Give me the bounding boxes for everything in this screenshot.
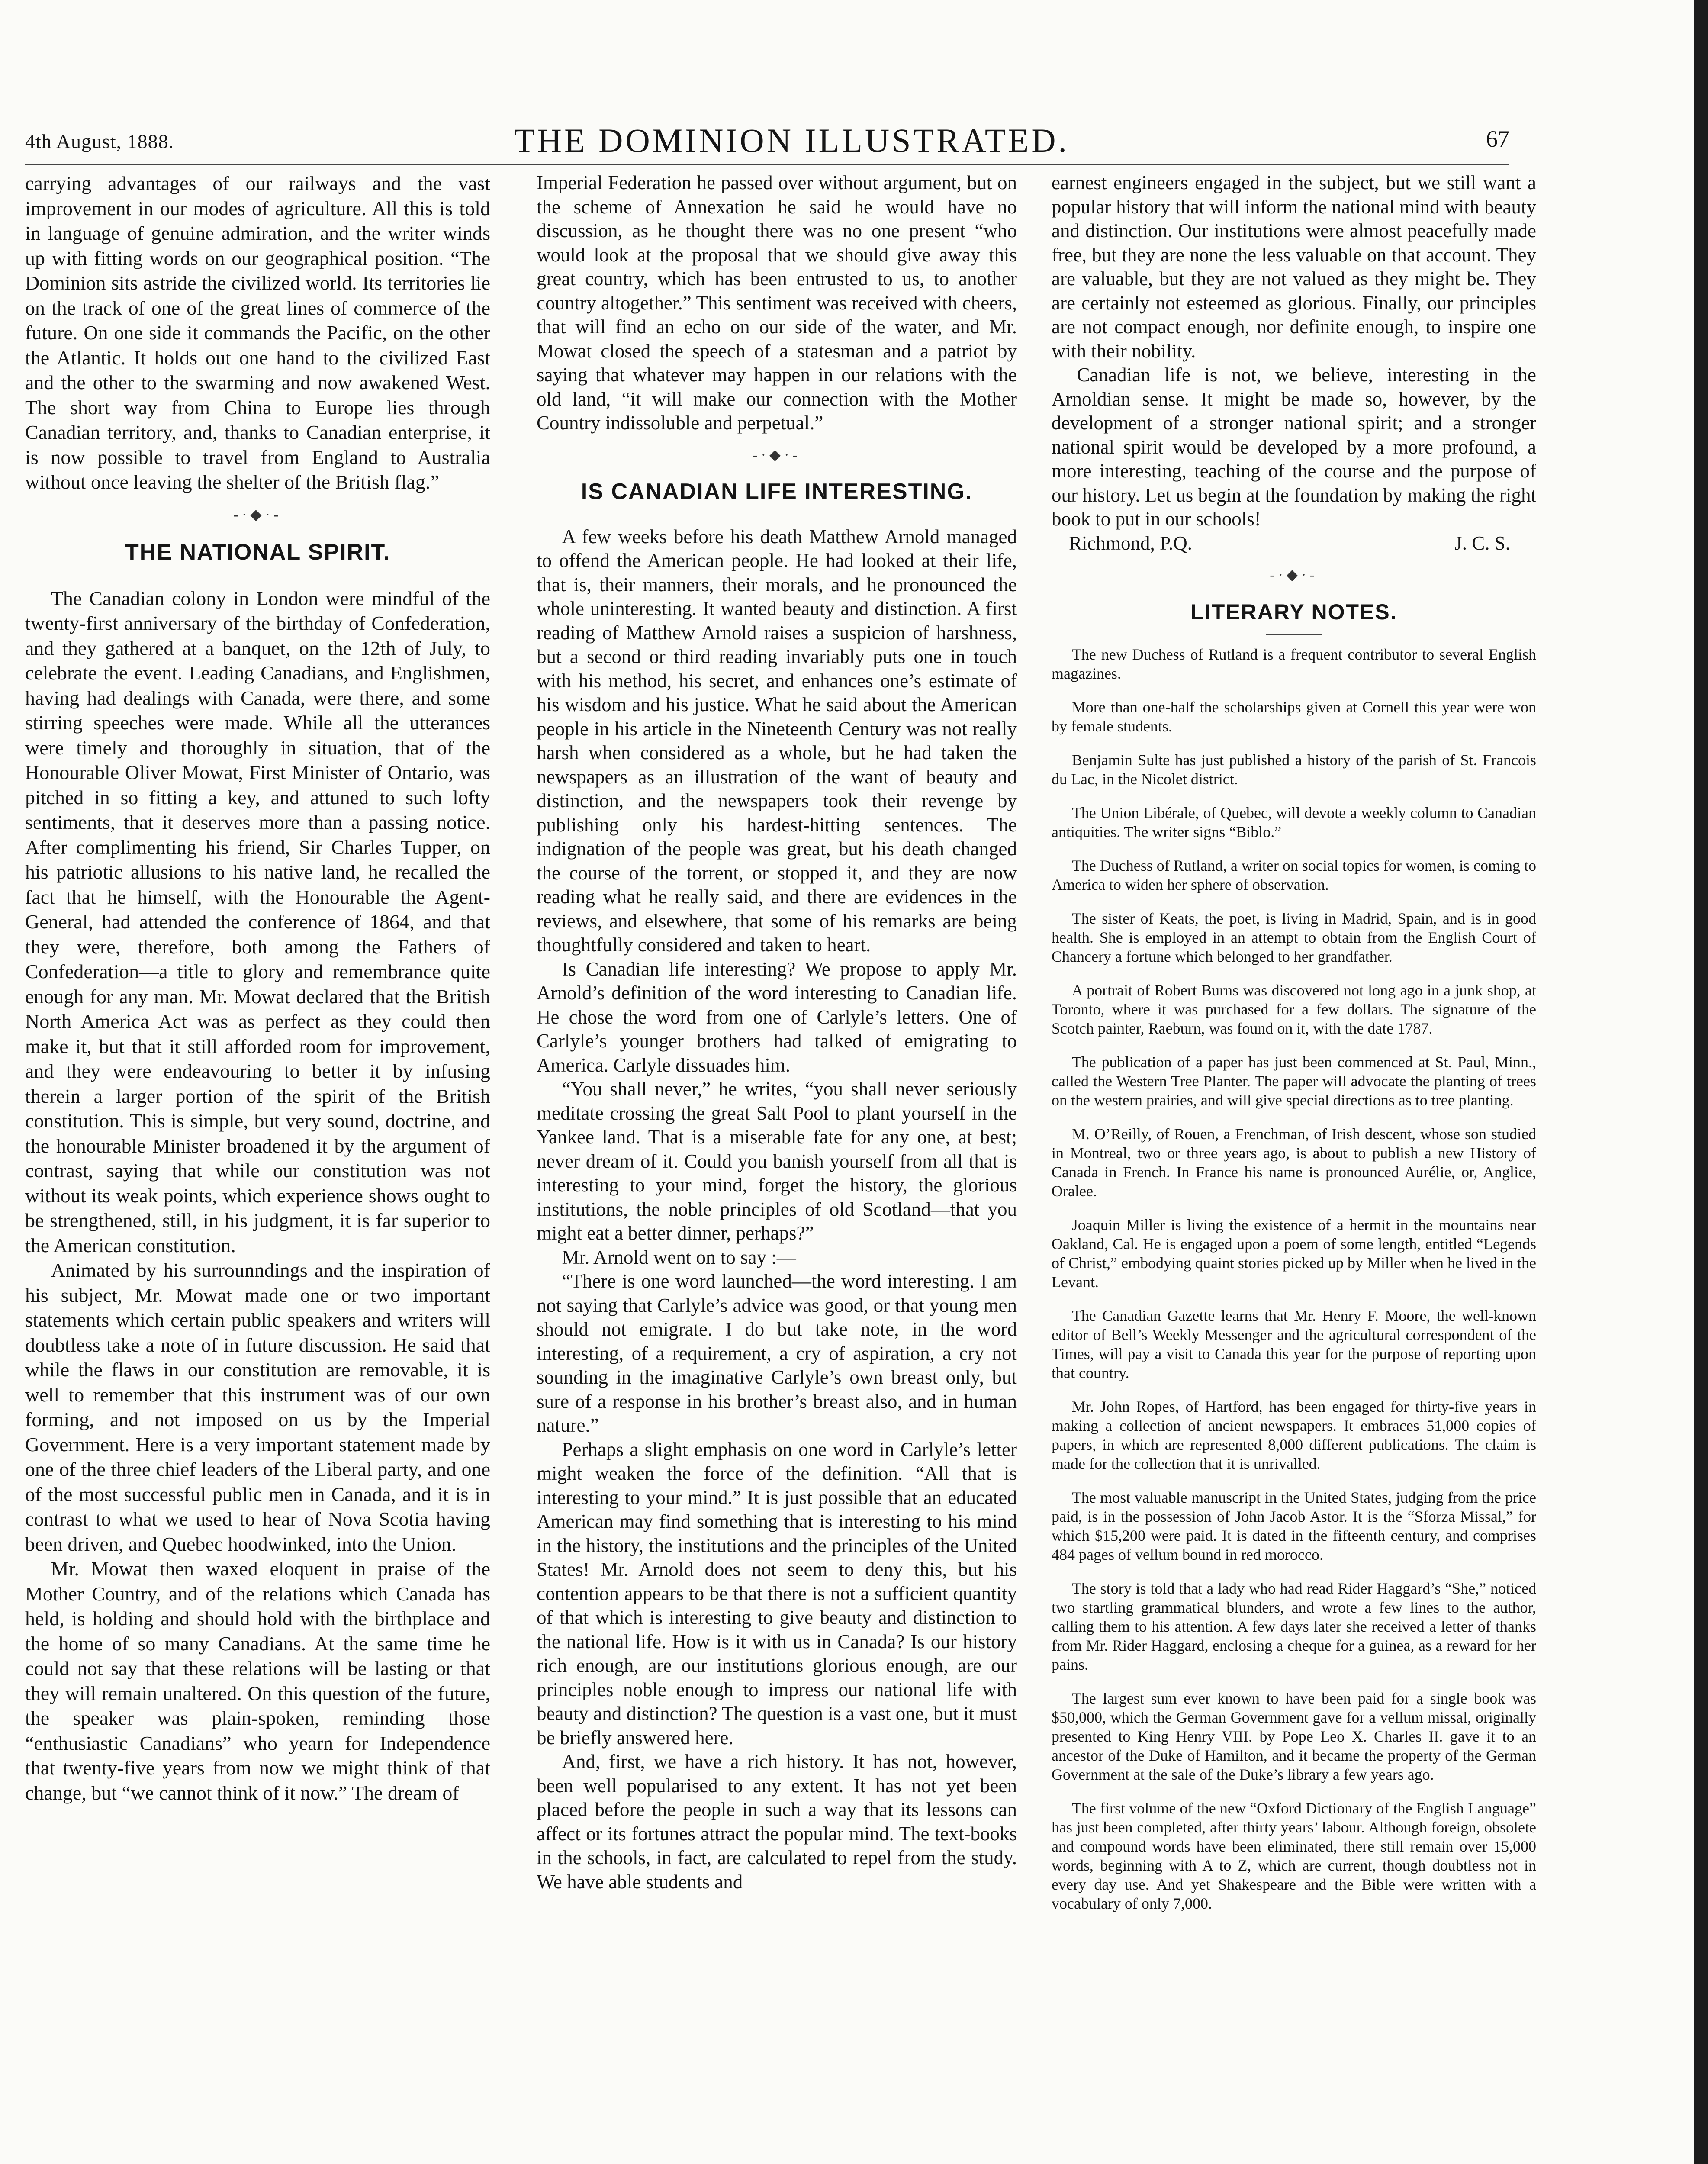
article-paragraph: “There is one word launched—the word interesting. I am not saying that Carlyle’s advice was good, or that young men should not emigrate. I do but take note, in the word interesting, of a requirement, a cry of aspiration, a cry not sounding in the imaginative Carlyle’s own breast only, but sure of a response in his brother’s breast also, and in human nature.” [537,1270,1017,1436]
page-number: 67 [1486,126,1509,152]
literary-note: The first volume of the new “Oxford Dictionary of the English Language” has just been completed, after thirty years’ labour. Although foreign, obsolete and compound words have been eliminated, there still remain over 15,000 words, beginning with A to Z, which are current, though doubtless not in every day use. And yet Shakespeare and the Bible were written with a vocabulary of only 7,000. [1052,1800,1536,1912]
literary-note: Mr. John Ropes, of Hartford, has been engaged for thirty-five years in making a collection of ancient newspapers. It embraces 51,000 copies of papers, in which are represented 8,000 different publications. The claim is made for the collection that it is unrivalled. [1052,1398,1536,1472]
signature-initials: J. C. S. [1454,532,1510,554]
literary-notes-list [1052,645,1536,1913]
column-3 [1052,171,1536,2164]
article-paragraph: A few weeks before his death Matthew Arnold managed to offend the American people. He had looked at their life, that is, their manners, their morals, and he pronounced the whole uninteresting. It wanted beauty and distinction. A first reading of Matthew Arnold raises a suspicion of harshness, but a second or third reading invariably puts one in touch with his method, his secret, and enhances one’s estimate of his wisdom and his justice. What he said about the American people in his article in the Nineteenth Century was not really harsh when considered as a whole, but he had taken the newspapers as an illustration of the want of beauty and distinction, and the newspapers took their revenge by publishing only his hardest-hitting sentences. The indignation of the people was great, but his death changed the course of the torrent, or stopped it, and they are now reading what he really said, and there are evidences in the reviews, and elsewhere, that some of his remarks are being thoughtfully considered and taken to heart. [537,525,1017,956]
article-paragraph: Mr. Arnold went on to say :— [562,1246,796,1268]
literary-note: The Canadian Gazette learns that Mr. Henry F. Moore, the well-known editor of Bell’s Weekly Messenger and the agricultural correspondent of the Times, will pay a visit to Canada this year for the purpose of reporting upon that country. [1052,1307,1536,1381]
article-paragraph: Is Canadian life interesting? We propose to apply Mr. Arnold’s definition of the word interesting to Canadian life. He chose the word from one of Carlyle’s letters. One of Carlyle’s younger brothers had talked of emigrating to America. Carlyle dissuades him. [537,958,1017,1076]
signature-place: Richmond, P.Q. [1069,532,1193,554]
section-ornament: -·◆·- [1270,567,1318,583]
scan-edge [1694,0,1708,2164]
literary-note: The publication of a paper has just been commenced at St. Paul, Minn., called the Western Tree Planter. The paper will advocate the planting of trees on the western prairies, and will give special directions as to tree planting. [1052,1053,1536,1109]
section-heading-literary-notes: LITERARY NOTES. [1190,599,1397,624]
literary-note: More than one-half the scholarships given at Cornell this year were won by female students. [1052,699,1536,735]
article-paragraph: The Canadian colony in London were mindful of the twenty-first anniversary of the birthday of Confederation, and they gathered at a banquet, on the 12th of July, to celebrate the event. Leading Canadians, and Englishmen, having had dealings with Canada, were there, and some stirring speeches were made. While all the utterances were timely and thoroughly in situation, that of the Honourable Oliver Mowat, First Minister of Ontario, was pitched in so fitting a key, and attuned to such lofty sentiments, that it deserves more than a passing notice. After complimenting his friend, Sir Charles Tupper, on his patriotic allusions to his native land, he recalled the fact that he himself, with the Honourable the Agent-General, had attended the conference of 1864, and that they were, therefore, both among the Fathers of Confederation—a title to glory and remembrance quite enough for any man. Mr. Mowat declared that the British North America Act was as perfect as they could then make it, but that it still afforded room for improvement, and they were endeavouring to better it by infusing therein a larger portion of the spirit of the British constitution. This is simple, but very sound, doctrine, and the honourable Minister broadened it by the argument of contrast, saying that while our constitution was not without its weak points, which experience shows ought to be strengthened, still, in his judgment, it is far superior to the American constitution. [25,587,490,1256]
article-paragraph: And, first, we have a rich history. It has not, however, been well popularised to any extent. It has not yet been placed before the people in such a way that its lessons can affect or its fortunes attract the popular mind. The text-books in the schools, in fact, are calculated to repel from the study. We have able students and [537,1751,1017,1893]
masthead-title: THE DOMINION ILLUSTRATED. [514,122,1070,159]
article-paragraph: Perhaps a slight emphasis on one word in Carlyle’s letter might weaken the force of the definition. “All that is interesting to your mind.” It is just possible that an educated American may find something that is interesting to his mind in the history, the institutions and the principles of the United States! Mr. Arnold does not seem to deny this, but his contention appears to be that there is not a sufficient quantity of that which is interesting to give beauty and distinction to the national life. How is it with us in Canada? Is our history rich enough, are our institutions glorious enough, are our principles noble enough to impress our national life with beauty and distinction? The question is a vast one, but it must be briefly answered here. [537,1438,1017,1749]
literary-note: The sister of Keats, the poet, is living in Madrid, Spain, and is in good health. She is employed in an attempt to obtain from the English Court of Chancery a fortune which belonged to her grandfather. [1052,910,1536,965]
col3-intro-paragraph: earnest engineers engaged in the subject, but we still want a popular history that will inform the national mind with beauty and distinction. Our institutions were almost peacefully made free, but they are none the less valuable on that account. They are valuable, but they are not valued as they might be. They are certainly not esteemed as glorious. Finally, our principles are not compact enough, nor definite enough, to inspire one with their nobility. [1052,172,1536,362]
literary-note: The new Duchess of Rutland is a frequent contributor to several English magazines. [1052,646,1536,682]
article-signature [1052,531,1536,556]
section-heading-national-spirit: THE NATIONAL SPIRIT. [125,540,390,565]
page-header [25,113,1509,160]
heading-rule [1266,634,1322,635]
literary-note: The largest sum ever known to have been paid for a single book was $50,000, which the German Government gave for a vellum missal, originally presented to King Henry VIII. by Pope Leo X. Charles II. gave it to an ancestor of the Duke of Hamilton, and it became the property of the German Government at the sale of the Duke’s library a few years ago. [1052,1690,1536,1783]
literary-note: The story is told that a lady who had read Rider Haggard’s “She,” noticed two startling grammatical blunders, and wrote a few lines to the author, calling them to his attention. A few days later she received a letter of thanks from Mr. Rider Haggard, enclosing a cheque for a guinea, as a reward for her pains. [1052,1580,1536,1673]
literary-note: A portrait of Robert Burns was discovered not long ago in a junk shop, at Toronto, where it was purchased for a few dollars. The signature of the Scotch painter, Raeburn, was found on it, with the date 1787. [1052,982,1536,1037]
column-1 [25,171,490,2164]
literary-note: Joaquin Miller is living the existence of a hermit in the mountains near Oakland, Cal. He is engaged upon a poem of some length, entitled “Legends of Christ,” embodying quaint stories picked up by Miller when he lived in the Levant. [1052,1216,1536,1291]
literary-note: Benjamin Sulte has just published a history of the parish of St. Francois du Lac, in the Nicolet district. [1052,751,1536,788]
literary-note: The Duchess of Rutland, a writer on social topics for women, is coming to America to widen her sphere of observation. [1052,857,1536,893]
article-paragraph: Animated by his surrounndings and the inspiration of his subject, Mr. Mowat made one or two important statements which certain public speakers and writers will doubtless take a note of in future discussion. He said that while the flaws in our constitution are removable, it is well to remember that this instrument was of our own forming, and not imposed on us by the Imperial Government. Here is a very important statement made by one of the three chief leaders of the Liberal party, and one of the most successful public men in Canada, and it is in contrast to what we used to hear of Nova Scotia having been driven, and Quebec hoodwinked, into the Union. [25,1259,490,1555]
article-paragraph: Mr. Mowat then waxed eloquent in praise of the Mother Country, and of the relations which Canada has held, is holding and should hold with the birthplace and the home of so many Canadians. At the same time he could not say that these relations will be lasting or that they will remain unaltered. On this question of the future, the speaker was plain-spoken, reminding those “enthusiastic Canadians” who yearn for Independence that twenty-five years from now we might think of that change, but “we cannot think of it now.” The dream of [25,1558,490,1804]
col2-intro-paragraph: Imperial Federation he passed over without argument, but on the scheme of Annexation he said he would have no discussion, as he thought there was no one present “who would look at the proposal that we should give away this great country, which has been entrusted to us, to another country altogether.” This sentiment was received with cheers, that will find an echo on our side of the water, and Mr. Mowat closed the speech of a statesman and a patriot by saying that whatever may happen in our relations with the old land, “it will make our connection with the Mother Country indissoluble and perpetual.” [537,172,1017,434]
col1-intro-paragraph: carrying advantages of our railways and the vast improvement in our modes of agriculture. All this is told in language of genuine admiration, and the writer winds up with fitting words on our geographical position. “The Dominion sits astride the civilized world. Its territories lie on the track of one of the great lines of commerce of the future. On one side it commands the Pacific, on the other the Atlantic. It holds out one hand to the civilized East and the other to the swarming and now awakened West. The short way from China to Europe lies through Canadian territory, and, thanks to Canadian enterprise, it is now possible to travel from England to Australia without once leaving the shelter of the British flag.” [25,172,490,493]
literary-note: M. O’Reilly, of Rouen, a Frenchman, of Irish descent, whose son studied in Montreal, two or three years ago, is about to publish a new History of Canada in French. In France his name is pronounced Aurélie, or, Anglice, Oralee. [1052,1125,1536,1200]
article-paragraph: “You shall never,” he writes, “you shall never seriously meditate crossing the great Salt Pool to plant yourself in the Yankee land. That is a miserable fate for any one, at best; never dream of it. Could you banish yourself from all that is interesting to your mind, forget the history, the glorious institutions, the noble principles of old Scotland—that you might eat a better dinner, perhaps?” [537,1078,1017,1244]
literary-note: The Union Libérale, of Quebec, will devote a weekly column to Canadian antiquities. The writer signs “Biblo.” [1052,804,1536,840]
column-2 [537,171,1017,2164]
section-ornament: -·◆·- [233,506,282,523]
issue-date: 4th August, 1888. [25,130,174,152]
article-paragraph: Canadian life is not, we believe, interesting in the Arnoldian sense. It might be made so, however, by the development of a stronger national spirit; and a stronger national spirit would be developed by a more profound, a more interesting, teaching of the course and the purpose of our history. Let us begin at the foundation by making the right book to put in our schools! [1052,364,1536,530]
section-ornament: -·◆·- [753,447,801,463]
section-heading-canadian-life: IS CANADIAN LIFE INTERESTING. [581,479,973,504]
literary-note: The most valuable manuscript in the United States, judging from the price paid, is in the possession of John Jacob Astor. It is the “Sforza Missal,” for which $15,200 were paid. It is dated in the fifteenth century, and comprises 484 pages of vellum bound in red morocco. [1052,1489,1536,1563]
header-rule [25,164,1509,165]
